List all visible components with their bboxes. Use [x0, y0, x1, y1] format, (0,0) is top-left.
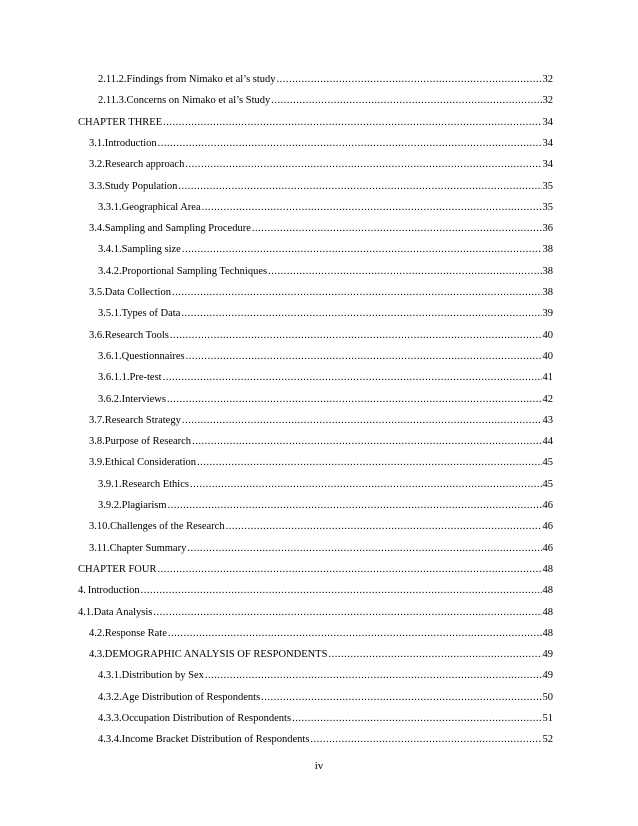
toc-leader-dots [182, 415, 542, 427]
toc-entry-title: Plagiarism [121, 500, 167, 511]
toc-entry-title: Income Bracket Distribution of Respondents [121, 734, 310, 746]
toc-entry-page: 48 [542, 627, 553, 639]
toc-entry-page: 48 [542, 606, 553, 618]
toc-entry-page: 46 [542, 500, 553, 511]
toc-entry-number: 3.6. [89, 329, 105, 341]
toc-leader-dots [172, 287, 542, 299]
toc-entry-number: 3.8. [89, 436, 105, 448]
toc-entry[interactable] [98, 475, 553, 491]
toc-entry[interactable] [78, 113, 553, 129]
toc-entry[interactable] [78, 603, 553, 619]
toc-entry-number: 3.5.1. [98, 308, 122, 320]
toc-entry-number: 2.11.3. [98, 95, 127, 107]
toc-entry-number: 3.9. [89, 457, 105, 469]
toc-entry-number: 4.3.2. [98, 691, 122, 703]
toc-entry-title: Proportional Sampling Techniques [121, 265, 268, 277]
toc-entry-title: Research Strategy [104, 414, 181, 426]
toc-entry-number: 3.9.1. [98, 478, 122, 490]
toc-entry-number: 3.10. [89, 521, 110, 533]
toc-entry-number: 4.1. [78, 606, 94, 618]
toc-leader-dots [202, 202, 542, 214]
toc-leader-dots [197, 457, 541, 469]
toc-entry-title: Findings from Nimako et al’s study [126, 74, 276, 85]
toc-entry-number: 3.4.1. [98, 244, 122, 256]
toc-entry-page: 38 [542, 287, 553, 298]
toc-entry-number: 4.3.3. [98, 713, 122, 724]
toc-entry[interactable] [89, 517, 553, 533]
toc-entry-number: 3.3.1. [98, 201, 122, 213]
toc-entry-page: 46 [542, 542, 553, 554]
toc-entry-number: 3.11. [89, 542, 110, 554]
toc-leader-dots [328, 649, 541, 661]
toc-entry-page: 42 [542, 393, 553, 405]
toc-leader-dots [167, 394, 542, 406]
toc-entry[interactable] [89, 219, 553, 235]
toc-entry-title: Questionnaires [121, 350, 185, 362]
toc-entry-page: 49 [542, 670, 553, 682]
toc-entry-title: DEMOGRAPHIC ANALYSIS OF RESPONDENTS [104, 649, 328, 661]
toc-entry[interactable] [89, 155, 553, 171]
toc-entry[interactable] [98, 304, 553, 320]
toc-entry[interactable] [98, 70, 553, 86]
toc-entry-number: 4.3. [89, 649, 105, 661]
toc-entry-number: 3.6.1. [98, 350, 122, 362]
toc-leader-dots [310, 734, 541, 746]
toc-leader-dots [157, 564, 541, 576]
toc-entry-title: Occupation Distribution of Respondents [121, 713, 292, 724]
toc-entry-page: 38 [542, 265, 553, 277]
toc-entry-title: Data Analysis [93, 606, 153, 618]
toc-entry-page: 40 [542, 350, 553, 362]
toc-entry-page: 44 [542, 436, 553, 448]
toc-leader-dots [268, 266, 541, 278]
toc-leader-dots [205, 670, 542, 682]
toc-entry[interactable] [89, 645, 553, 661]
toc-entry-number: 3.9.2. [98, 500, 122, 511]
toc-leader-dots [261, 692, 541, 704]
toc-leader-dots [163, 372, 542, 384]
toc-entry-title: Age Distribution of Respondents [121, 691, 261, 703]
toc-entry-title: CHAPTER THREE [78, 116, 163, 128]
toc-entry-title: CHAPTER FOUR [78, 563, 157, 575]
toc-entry[interactable] [98, 390, 553, 406]
toc-entry-number: 3.4.2. [98, 265, 122, 277]
toc-entry-page: 38 [542, 244, 553, 256]
toc-leader-dots [163, 117, 541, 129]
toc-leader-dots [277, 74, 542, 86]
toc-entry[interactable] [89, 453, 553, 469]
toc-entry-page: 35 [542, 201, 553, 213]
toc-entry-page: 45 [542, 457, 553, 469]
toc-leader-dots [181, 308, 541, 320]
toc-entry[interactable] [98, 368, 553, 384]
toc-entry[interactable] [78, 581, 553, 597]
toc-entry-page: 40 [542, 329, 553, 341]
toc-entry-title: Pre-test [129, 372, 162, 384]
toc-entry-title: Sampling and Sampling Procedure [104, 223, 251, 235]
toc-leader-dots [187, 543, 541, 555]
toc-entry-page: 41 [542, 372, 553, 384]
toc-entry[interactable] [89, 624, 553, 640]
toc-entry-page: 51 [542, 713, 553, 724]
toc-entry-title: Distribution by Sex [121, 670, 204, 682]
toc-entry-number: 3.1. [89, 137, 105, 149]
toc-entry-number: 3.2. [89, 159, 105, 171]
toc-entry-title: Research approach [104, 159, 185, 171]
toc-leader-dots [186, 351, 542, 363]
toc-entry[interactable] [89, 539, 553, 555]
toc-entry-title: Research Ethics [121, 478, 189, 490]
toc-entry-title: Introduction [87, 585, 140, 597]
toc-entry-page: 52 [542, 734, 553, 746]
toc-entry-page: 32 [542, 95, 553, 107]
toc-entry-title: Purpose of Research [104, 436, 192, 448]
toc-entry-title: Research Tools [104, 329, 169, 341]
toc-entry-title: Interviews [121, 393, 166, 405]
toc-entry-number: 4.3.4. [98, 734, 122, 746]
toc-entry[interactable] [89, 432, 553, 448]
toc-entry-number: 2.11.2. [98, 74, 127, 85]
toc-entry[interactable] [98, 240, 553, 256]
toc-entry-title: Challenges of the Research [110, 521, 225, 533]
toc-entry-number: 3.5. [89, 287, 105, 298]
toc-entry[interactable] [98, 688, 553, 704]
toc-entry[interactable] [98, 709, 553, 725]
toc-leader-dots [158, 138, 542, 150]
toc-entry-page: 36 [542, 223, 553, 235]
toc-entry-number: 3.6.2. [98, 393, 122, 405]
toc-entry-number: 4. [78, 585, 86, 597]
toc-entry[interactable] [89, 411, 553, 427]
toc-leader-dots [226, 521, 542, 533]
toc-leader-dots [185, 159, 541, 171]
toc-entry-page: 34 [542, 159, 553, 171]
toc-entry-title: Data Collection [104, 287, 171, 298]
toc-entry-number: 3.6.1.1. [98, 372, 130, 384]
toc-entry-title: Sampling size [121, 244, 181, 256]
toc-entry-title: Concerns on Nimako et al’s Study [126, 95, 271, 107]
toc-entry-title: Types of Data [121, 308, 181, 320]
toc-entry[interactable] [78, 560, 553, 576]
toc-entry-page: 46 [542, 521, 553, 533]
toc-entry-title: Response Rate [104, 627, 167, 639]
toc-entry-title: Chapter Summary [109, 542, 187, 554]
toc-entry[interactable] [89, 177, 553, 193]
toc-entry-page: 32 [542, 74, 553, 85]
toc-leader-dots [168, 500, 542, 512]
toc-entry[interactable] [89, 326, 553, 342]
toc-entry-number: 3.4. [89, 223, 105, 235]
toc-entry-page: 48 [542, 563, 553, 575]
toc-entry[interactable] [98, 666, 553, 682]
toc-entry[interactable] [98, 347, 553, 363]
page-number: iv [314, 760, 324, 772]
toc-leader-dots [190, 479, 542, 491]
toc-entry[interactable] [98, 496, 553, 512]
toc-entry-number: 3.3. [89, 180, 105, 192]
toc-entry[interactable] [98, 730, 553, 746]
toc-leader-dots [141, 585, 542, 597]
toc-leader-dots [292, 713, 541, 725]
toc-leader-dots [168, 628, 542, 640]
toc-entry-number: 3.7. [89, 414, 105, 426]
toc-entry[interactable] [98, 198, 553, 214]
toc-leader-dots [192, 436, 541, 448]
toc-entry[interactable] [98, 262, 553, 278]
toc-entry-title: Geographical Area [121, 201, 201, 213]
toc-entry-page: 49 [542, 649, 553, 661]
toc-entry[interactable] [98, 91, 553, 107]
toc-entry-title: Introduction [104, 137, 157, 149]
toc-entry-page: 35 [542, 180, 553, 192]
toc-leader-dots [153, 607, 541, 619]
toc-entry-page: 50 [542, 691, 553, 703]
toc-entry-number: 4.2. [89, 627, 105, 639]
toc-entry[interactable] [89, 283, 553, 299]
toc-leader-dots [178, 181, 541, 193]
toc-entry-title: Ethical Consideration [104, 457, 197, 469]
toc-leader-dots [182, 244, 542, 256]
toc-entry-page: 34 [542, 116, 553, 128]
toc-leader-dots [271, 95, 541, 107]
toc-entry-page: 34 [542, 137, 553, 149]
toc-entry-page: 39 [542, 308, 553, 320]
toc-entry-page: 43 [542, 414, 553, 426]
toc-leader-dots [252, 223, 542, 235]
toc-entry-number: 4.3.1. [98, 670, 122, 682]
toc-entry-page: 48 [542, 585, 553, 597]
toc-leader-dots [170, 330, 542, 342]
toc-entry[interactable] [89, 134, 553, 150]
toc-entry-title: Study Population [104, 180, 178, 192]
toc-entry-page: 45 [542, 478, 553, 490]
